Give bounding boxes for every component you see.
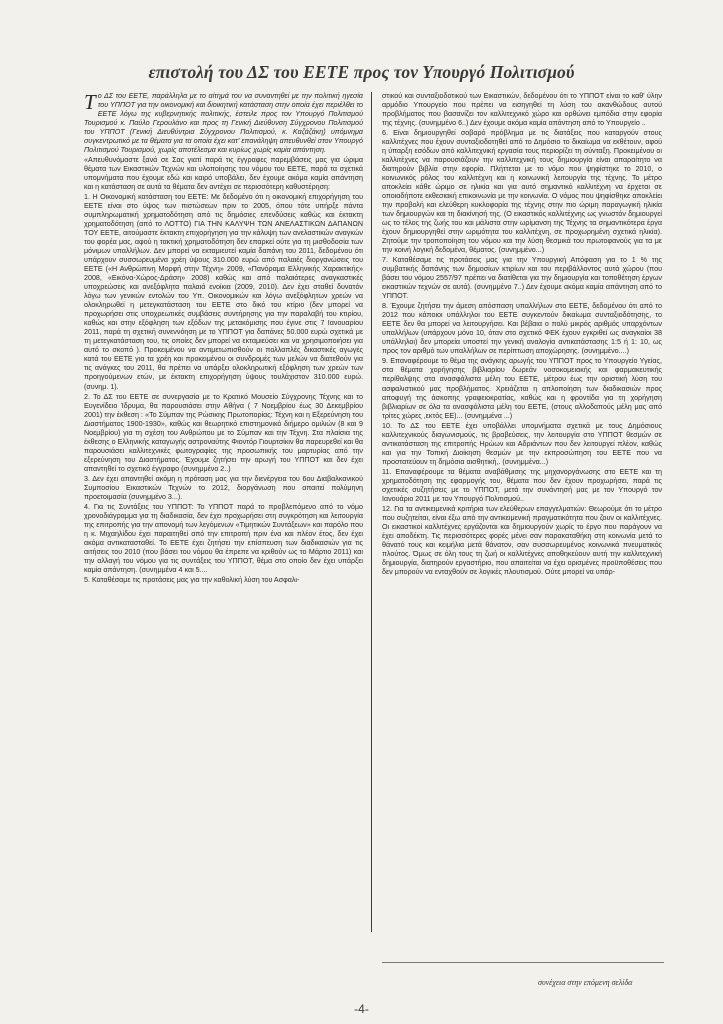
footer-rule [382,962,664,963]
paragraph: 10. Το ΔΣ του ΕΕΤΕ έχει υποβάλλει υπομνήματα σχετικά με τους Δημόσιους καλλιτεχνικούς διαγωνισμούς, τις βραβεύσεις, την λειτουργία στο ΥΠΠΟΤ θεσμών σε αντικατάσταση της επιτροπής Ηρώων και Αδριάντων που δεν λειτουργεί πλέον, καθώς και για την Τοπική Διοίκηση θεσμών με την εκπροσώπηση του ΕΕΤΕ που να προστατεύουν τη δημόσια αισθητική,. (συνημμένα...) [382,421,662,466]
dropcap: Τ [84,92,96,114]
paragraph: 8. Έχουμε ζητήσει την άμεση απόσπαση υπαλλήλων στο ΕΕΤΕ, δεδομένου ότι από το 2012 που κάποιοι υπάλληλοι του ΕΕΤΕ συγκεντούν δικαίωμα συνταξιοδότησης, το ΕΕΤΕ δεν θα μπορεί να λειτουργήσει. Και βέβαια ο πολύ μικρός αριθμός υπαρχόντων υπαλλήλων (υπάρχουν μόνο 10, όταν στο σχετικό ΦΕΚ έχουν εγκριθεί ως αναγκαίοι 38 υπάλληλοι) δεν μπορεία υποστεί την γενική αναλογία αντικατάστασης 1:5 ή 1: 10, ως προς τον αριθμό των υπαλλήλων σε περίπτωση αποχώρησης. (συνημμένο....) [382,302,662,356]
paragraph: 2. Το ΔΣ του ΕΕΤΕ σε συνεργασία με το Κρατικό Μουσείο Σύγχρονης Τέχνης και το Ευγενίδειο Ίδρυμα, θα παρουσιάσει στην Αθήνα ( 7 Νοεμβρίου έως 30 Δεκεμβρίου 2001) την έκθεση : «Το Σύμπαν της Ρώσικης Πρωτοπορίας: Τέχνη και η Εξερεύνηση του Διαστήματος 1900-1930», καθώς και θεωρητικό επιστημονικό διήμερο ομιλιών (8 και 9 Νοεμβρίου) για τη σχέση του Ανθρώπου με το Σύμπαν και την Τέχνη. Στα πλαίσια της έκθεσης ο Ελληνικής καταγωγής αστροναύτης Φιοντόρ Γιουρτσίκιν θα παρευρεθεί και θα παρουσιάσει καλλιτεχνικές φωτογραφίες της προσωπικής του μαρτυρίας από την εξερεύνηση του Διαστήματος. Έχουμε ζητήσει την αρωγή του ΥΠΠΟΤ και δεν έχει απαντηθεί το σχετικό έγγραφο (συνημμένο 2..) [84,392,363,473]
paragraph: 6. Είναι δημιουργηθεί σοβαρό πρόβλημα με τις διατάξεις που καταργούν στους καλλιτέχνες που έχουν συνταξιοδοτηθεί από το Δημόσιο το δικαίωμα να εκθέτουν, αφού η ύπαρξη εσόδων από καλλιτεχνική εργασία τους περιορίζει τη σύνταξη. Προκειμένου οι καλλιτέχνες να παρουσιάζουν την καλλιτεχνική τους δημιουργία είναι απαραίτητο να διατηρούν βιβλία στην εφορία. Πλήττεται με το νόμο που ψηφίστηκε το 2010, ο κοινωνικός ρόλος του καλλιτέχνη και η κοινωνική λειτουργία της τέχνης. Το μέτρο αποκλείει κάθε ώριμο σε ηλικία και για αυτό σημαντικό καλλιτέχνη να έρχεται σε οποιαδήποτε εκθεσιακή επικοινωνία με την κοινωνία. Ο νόμος που ψηφίσθηκε αποκλείει την προβολή και ελεύθερη κυκλοφορία της τέχνης στην πιο ώριμη παραγωγική ηλικία των δημιουργών και τη διακίνησή της. (Ο εικαστικός καλλιτέχνης ως γνωστόν δημιουργεί ως το τέλος της ζωής του και μάλιστα στην ωρίμανση της Τέχνης τα σημαντικότερα έργα έχουν δημιουργηθεί στην ωριμότητα του καλλιτέχνη, σε προχωρημένη σχετικά ηλικία). Ζητούμε την τροποποίηση του νόμου και την λύση θεσμικά του πρωτοφανούς για τα με την κοινή λογική δεδομένα, θέματος. (συνημμένο...) [382,129,662,255]
paragraph: 1. Η Οικονομική κατάσταση του ΕΕΤΕ: Με δεδομένο ότι η οικονομική επιχορήγηση του ΕΕΤΕ είναι στο ύψος των πιστώσεων πριν το 2005, όπου τότε υπήρξε πάντα συμπληρωματική χρηματοδότηση από τις δημόσιες επενδύσεις καθώς και έκτακτη χρηματοδότηση (από το ΛΟΤΤΟ) ΓΙΑ ΤΗΝ ΚΑΛΥΨΗ ΤΩΝ ΑΝΕΛΑΣΤΙΚΩΝ ΔΑΠΑΝΩΝ ΤΟΥ ΕΕΤΕ, αιτούμαστε έκτακτη επιχορήγηση για την κάλυψη των ανελαστικών αναγκών του φορέα μας, αφού η τακτική χρηματοδότηση δεν επαρκεί ούτε για τη μισθοδοσία των μόνιμων υπαλλήλων. Δεν μπορεί να εκταμιευτεί καμία δαπάνη του 2011, δεδομένου ότι υπάρχουν συσσωρευμένα χρέη ύψους 310.000 ευρώ από παλαιές διοργανώσεις του ΕΕΤΕ («Η Ανθρώπινη Μορφή στην Τέχνη» 2009, «Πανόραμα Ελληνικής Χαρακτικής» 2008, «Εικόνα-Χώρος-Δράση» 2008) καθώς και από παλαιότερες αναγκαστικές υποχρεώσεις και ανεξόφλητα παλαιά ενοίκια (2009, 2010). Δεν έχει σταθεί δυνατόν λόγω των γενικών εντολών του Υπ. Οικονομικών και λόγω ανεξόφλητων χρεών να ολοκληρωθεί η μετεγκατάσταση του ΕΕΤΕ στο δικό του κτίριο (δεν μπορεί να προχωρήσει στις υποχρεωτικές συμβάσεις συντήρησης για την παραλαβή του κτιρίου, καθώς και στην εξόφληση των εξόδων της μετακόμισης που έγινε στις 7 Ιανουαρίου 2011, παρά τη σχετική συνεννόηση με το ΥΠΠΟΤ για δαπάνες 50.000 ευρώ σχετικά με τη μετεγκατάσταση του, τις οποίες δεν μπορεί να εκταμιεύσει και να χρησιμοποιήσει για αυτό το σκοπό ). Προκειμένου να αντιμετωπισθούν οι πολλαπλές δικαστικές αγωγές κατά του ΕΕΤΕ για τα χρέη και προκειμένου οι συνδρομές των μελών να διατεθούν για τις ανάγκες του 2011, θα πρέπει να υπάρξει ολοκληρωτική εξόφληση των χρεών των προηγούμενων ετών, με έκτακτη επιχορήγηση ύψους τουλάχιστον 310.000 ευρώ. (συνημ. 1). [84,193,363,391]
paragraph: 11. Επαναφέρουμε τα θέματα αναβάθμισης της μηχανοργάνωσης στο ΕΕΤΕ και τη χρηματοδότηση της εφαρμογής του, θέματα που δεν έχουν προχωρήσει, παρά τις σχετικές συζητήσεις με το ΥΠΠΟΤ, μετά την συνάντησή μας με τον Υπουργό τον Ιανουάριο 2011 με τον Υπουργό Πολιτισμού.. [382,467,662,503]
right-column [382,92,662,942]
paragraph: 7. Καταθέσαμε τις προτάσεις μας για την Υπουργική Απόφαση για το 1 % της συμβατικής δαπάνης των δημοσίων κτιρίων και του περιβάλλοντος αυτά χώρου (που βάσει του νόμου 2557/97 πρέπει να διατίθεται για την δημιουργία και τοποθέτηση έργων εικαστικών τεχνών σε αυτά). (συνημμένο 7..) Δεν έχουμε ακόμα καμία απάντηση από το ΥΠΠΟΤ. [382,256,662,301]
paragraph: 9. Επαναφέρουμε το θέμα της ανάγκης αρωγής του ΥΠΠΟΤ προς το Υπουργείο Υγείας, στα θέματα χορήγησης βιβλιαρίου δωρεάν νοσοκομειακής και φαρμακευτικής περίθαλψης στα ανασφάλιστα μέλη του ΕΕΤΕ, μέτρου έως την οριστική λύση του ασφαλιστικού μας προβλήματος. Χρειάζεται η απλοποίηση των διαδικασιών προς αποφυγή της άσκοπης γραφειοκρατίας, καθώς και η φροντίδα για τη χορήγηση βιβλιαρίων σε όλα τα ανασφάλιστα μέλη του ΕΕΤΕ, (στους αλλοδαπούς μέλη μας από τρίτες χώρες ,εκτός ΕΕ)... (συνημμένα ...) [382,357,662,420]
column-divider [371,92,372,932]
paragraph: 3. Δεν έχει απαντηθεί ακόμη η πρόταση μας για την διενέργεια του 6ου Διαβαλκανικού Συμποσίου Εικαστικών Τεχνών το 2012, διοργάνωση που απαιτεί πολύμηνη προετοιμασία (συνημμένο 3...). [84,474,363,501]
intro-text: ο ΔΣ του ΕΕΤΕ, παράλληλα με το αίτημά του να συναντηθεί με την πολιτική ηγεσία του ΥΠΠΟΤ για την οικονομική και διοικητική κατάσταση στην οποία έχει περιέλθει το ΕΕΤΕ λόγω της κυβερνητικής πολιτικής, έστειλε προς τον Υπουργό Πολιτισμού Τουρισμού κ. Παύλο Γερουλάνο και προς τη Γενική Διεύθυνση Σύγχρονου Πολιτισμού του ΥΠΠΟΤ (Γενική Διευθύντρια Σύγχρονου Πολιτισμού, κ. Καζάζάκη) υπόμνημα συγκεντρωτικό με τα θέματα για τα οποία έχει κατ' επανάληψη απευθυνθεί στον Υπουργό Πολιτισμού Τουρισμού, χωρίς αποτέλεσμα και κυρίως χωρίς καμία απάντηση. [84,92,363,155]
paragraph: 4. Για τις Συντάξεις του ΥΠΠΟΤ: Το ΥΠΠΟΤ παρά το προβλεπόμενο από το νόμο χρονοδιάγραμμα για τη διαδικασία, δεν έχει προχωρήσει στη συγκρότηση και λειτουργία της επιτροπής για την απονομή των λεγόμενων «Τιμητικών Συντάξεων» και παρόλο που η κ. Μιχαηλίδου έχει παραιτηθεί από την επιτροπή πριν ένα και πλέον έτος, δεν έχει ακόμα αντικατασταθεί. Το ΕΕΤΕ έχει ζητήσει την επίσπευση των διαδικασιών για τις αιτήσεις του 2010 (που βάσει του νόμου θα έπρεπε να κριθούν ως το Μάρτιο 2011) και την αλλαγή του νόμου για τις συντάξεις του ΥΠΠΟΤ, θέμα στο οποίο δεν έχει υπάρξει καμία απάντηση. (συνημμένα 4 και 5.... [84,502,363,574]
intro-paragraph [84,92,363,155]
left-column [84,92,363,1016]
continued-note: συνέχεια στην επόμενη σελίδα [538,978,633,987]
paragraph: 5. Καταθέσαμε τις προτάσεις μας για την καθολική λύση του Ασφαλι- [84,575,300,584]
paragraph: 12. Για τα αντικειμενικά κριτήρια των ελεύθερων επαγγελματιών: Θεωρούμε ότι το μέτρο που συζητείται, είναι έξω από την αντικειμενική πραγματικότητα που ζουν οι καλλιτέχνες. Οι εικαστικοί καλλιτέχνες εργάζονται και δημιουργούν χωρίς το έργο που παράγουν να έχει αποδέκτη. Τις περισσότερες φορές μένει σαν παρακαταθήκη στη κοινωνία μετά το θάνατό τους και κειμήλια μετά θάνατον, σαν συσσωρευμένος κοινωνικά πνευματικός πλούτος. Όμως σε όλη τους τη ζωή οι καλλιτέχνες αποθηκεύουν αυτή την καλλιτεχνική δημιουργία, διατηρούν εργαστήριο, που απαιτείται να έχει ορισμένες προϋποθέσεις που δεν μπορούν να ενταχθούν σε λογικές πλουτισμού. Ούτε μπορεί να υπάρ- [382,504,662,576]
page-title: επιστολή του ΔΣ του ΕΕΤΕ προς τον Υπουργό Πολιτισμού [148,62,575,82]
page-number: -4- [354,1002,369,1016]
paragraph: «Απευθυνόμαστε ξανά σε Σας γιατί παρά τις έγγραφες παρεμβάσεις μας για ώριμα θέματα των Εικαστικών Τεχνών και υλοποίησης του νόμου του ΕΕΤΕ, παρά τα σχετικά υπομνήματα που έχουμε εδώ και καιρό υποβάλει, δεν έχουμε ακόμα καμία απάντηση και η κατάσταση σε αυτά τα θέματα δεν αντέχει σε περισσότερη καθυστέρηση: [84,156,363,192]
paragraph: στικού και συνταξιοδοτικού των Εικαστικών, δεδομένου ότι το ΥΠΠΟΤ είναι το καθ' ύλην αρμόδιο Υπουργείο που πρέπει να εισηγηθεί τη λύση του ακανθώδους αυτού προβλήματος που βασανίζει τον καλλιτεχνικό χώρο και ορθώνει εμπόδια στην εφορία της τέχνης. (συνημμένο 6..) Δεν έχουμε ακόμα καμία απάντηση από το Υπουργείο .. [382,92,662,128]
